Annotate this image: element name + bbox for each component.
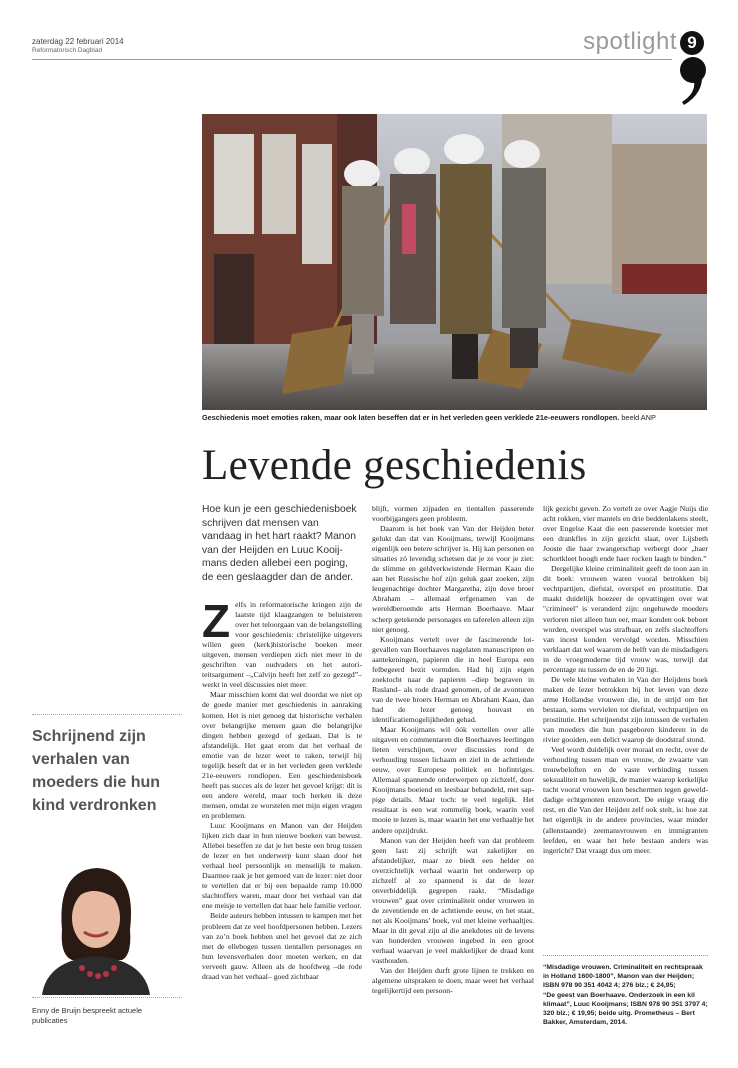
paragraph: Van der Heijden durft grote lijnen te trekken en algemene uitspraken te doen, maar weet het verhaal tegelijkertijd een persoon- — [372, 966, 534, 996]
paragraph: Maar Kooijmans wil óók vertellen over alle uitgaven en commentaren die Boerhaaves leerlingen lieten verschijnen, over discussies rond de verhouding tussen lichaam en ziel in de achttiende eeuw, over Europese politiek en hofintriges. Allemaal spannende onderwerpen op zichzelf, door Kooijmans boeiend en leesbaar behandeld, met sappige details. Maar toch: te veel tegelijk. Het resultaat is een wat rommelig boek, waarin veel mooie te lezen is, maar waarin het ene verhaaltje het andere opzijdrukt. — [372, 725, 534, 835]
article-column-3 — [543, 504, 708, 856]
pullquote-rule — [32, 714, 182, 715]
dropcap: Z — [202, 595, 231, 647]
book-info — [543, 963, 708, 1027]
reviewer-avatar — [32, 860, 157, 995]
photo-caption — [202, 413, 707, 422]
paragraph: Daarom is het boek van Van der Heijden beter gelukt dan dat van Kooijmans, terwijl Kooijmans eigenlijk een betere schrijver is. Hij kan personen en situaties zó levendig schetsen dat je ze voor je ziet: de slimme en geldverkwistende Herman Kaau die aan het Russische hof zijn geluk gaat zoeken, zijn leugenachtige dochter Margaretha, zijn dove broer Abraham – allemaal erfgenamen van de wereldberoemde arts Herman Boerhaave. Maar scherp getekende personages en taferelen alleen zijn niet genoeg. — [372, 524, 534, 634]
spotlight-comma-icon — [678, 55, 708, 107]
paragraph: Beide auteurs hebben intussen te kampen met het probleem dat ze veel hoofdpersonen hebben. Lezers van zo’n boek hebben snel het gevoel dat ze zich met de ellebogen tussen tientallen personages en hun levensverhalen door moeten werken, en dat verveelt gauw. Alleen als de hoofdweg –de rode draad van het verhaal– goed zichtbaar — [202, 911, 362, 981]
main-photo — [202, 114, 707, 410]
paragraph: Veel wordt duidelijk over moraal en recht, over de verhouding tussen man en vrouw, de zwaarte van trouwbeloften en de vaste verbinding tussen seksualiteit en huwelijk, de manier waarop kerkelijke tucht vooral vrouwen kon beschermen tegen gewelddadige echtgenoten enzovoort. De enige vraag die rest, en die Van der Heijden zelf ook stelt, is: hoe zat het eigenlijk in de andere provincies, waar minder (allenstaande) zeemansvrouwen en immigranten leefden, en waar het hele bestaan anders was ingericht? Dat vraagt dus om meer. — [543, 745, 708, 855]
header-rule — [32, 59, 672, 60]
paragraph: Dergelijke kleine criminaliteit geeft de toon aan in dit boek: vrouwen waren vooral betrokken bij vechtpartijen, diefstal, overspel en prostitutie. Dat maakt duidelijk hoezeer de opvattingen over wat "crimineel" is veranderd zijn: ongehuwde moeders verloren niet alleen hun eer, maar konden ook beboet worden, overspel was strafbaar, en zelfs slachtoffers van incest konden vervolgd worden. Misschien verklaart dat wel waarom de helft van de misdadigers in de vroegmoderne tijd vrouw was, terwijl dat percentage nu tussen de en de 20 ligt. — [543, 564, 708, 674]
photo-credit: beeld ANP — [621, 413, 656, 422]
reviewer-caption: Enny de Bruijn bespreekt actuele publicaties — [32, 1006, 143, 1025]
paragraph: De vele kleine verhalen in Van der Heijdens boek maken de lezer betrokken bij het leven van deze arme Hollandse vrouwen die, in de strijd om het bestaan, soms vervielen tot diefstal, vechtpartijen en prostitutie. Het schrijnendst zijn intussen de verhalen van moeders die hun pasgeboren kinderen in de rivier gooiden, een delict waarop de doodstraf stond. — [543, 674, 708, 745]
pullquote: Schrijnend zijn verhalen van moeders die hun kind verdronken — [32, 728, 161, 814]
reviewer-portrait — [32, 860, 157, 995]
paragraph: blijft, vormen zijpaden en tientallen passerende voorbijgangers geen probleem. — [372, 504, 534, 524]
headline: Levende geschiedenis — [202, 442, 587, 489]
paragraph: Maar misschien komt dat wel doordat we niet op de goede manier met geschiedenis in aanraking komen. Het is niet genoeg dat historische verhalen over belangrijke mensen gaan die belangrijke dingen hebben gezegd of gedaan. Dat is te afstandelijk. Het gaat erom dat het verhaal de emotie van de lezer weet te raken, terwijl hij tegelijk beseft dat er in het verleden geen verklede 21e-eeuwers rondlopen. Een geschiedenisboek heeft pas succes als de lezer het gevoel krijgt: dit is een andere wereld, maar toch herken ik deze mensen, omdat ze worstelen met mijn eigen vragen en problemen. — [202, 690, 362, 820]
paragraph: Kooijmans vertelt over de fascinerende lotgevallen van Boerhaaves nagelaten manuscripten en aantekeningen, papieren die in heel Europa een felbegeerd bezit vormden. Had hij zijn eigen zoektocht naar de papieren –diep begraven in Rusland– als rode draad genomen, of de avonturen van de twee broers Herman en Abraham Kaau, dan had de lezer genoeg houvast en identificatiemogelijkheden gehad. — [372, 634, 534, 724]
paragraph: Luuc Kooijmans en Manon van der Heijden lijken zich daar in hun nieuwe boeken van bewust. Allebei beseffen ze dat je het beste een brug tussen de lezer en het onderwerp kunt slaan door het verhaal heel persoonlijk en menselijk te maken. Daarmee raak je het gemoed van de lezer: niet door te vertellen dat er bij een bepaalde ramp 10.000 slachtoffers waren, maar door het verhaal van dat ene meisje te vertellen dat haar hele familie verloor. — [202, 821, 362, 911]
book-entry: “Misdadige vrouwen. Criminaliteit en rechtspraak in Holland 1600-1800”, Manon van der Heijden; ISBN 978 90 351 4042 4; 276 blz.; € 24,95; — [543, 964, 703, 990]
book-info-rule — [543, 955, 708, 956]
paragraph: elfs in reformatorische kringen zijn de laatste tijd klaagzangen te beluisteren over het teloorgaan van de belangstelling voor geschiedenis: christelijke uitgevers willen geen (kerk)historische boeken meer uitgeven, mensen verdiepen zich niet meer in de geschriften van oudvaders en het autoriteitsargument –„Calvijn heeft het zelf zo gezegd”– werkt in veel discussies niet meer. — [202, 600, 362, 690]
paragraph: lijk gezicht geven. Zo vertelt ze over Aagje Nuijs die acht rokken, vier mantels en drie beddenlakens steelt, over Engelse Kaat die een passerende koetsier met een drankfles in zijn gezicht slaat, over Lijsbeth Jooste die haar zwangerschap verbergt door „haer schortkleet hoogh ende haer rocken laagh te binden.” — [543, 504, 708, 564]
article-column-2 — [372, 504, 534, 996]
article-column-1 — [202, 595, 362, 982]
header-date: zaterdag 22 februari 2014 — [32, 37, 124, 46]
photo-illustration — [202, 114, 707, 410]
caption-text: Geschiedenis moet emoties raken, maar ook laten beseffen dat er in het verleden geen verklede 21e-eeuwers rondlopen. — [202, 413, 620, 422]
header-paper-name: Reformatorisch Dagblad — [32, 47, 103, 54]
page-number: 9 — [680, 31, 704, 55]
avatar-rule — [32, 997, 182, 998]
paragraph: Manon van der Heijden heeft van dat probleem geen last: zij schrijft wat zakelijker en afstandelijker, maar ze biedt een helder en overzichtelijk verhaal waarin het onderwerp op zichzelf al zo spannend is dat de lezer onverbiddelijk gegrepen raakt. “Misdadige vrouwen” gaat over criminaliteit onder vrouwen in de zeventiende en de achttiende eeuw, en het staat, net als Kooijmans’ boek, vol met kleine verhaaltjes. Maar in dit geval zijn al die anekdotes uit de levens van honderden vrouwen ingebed in een groot verhaal waarvan je veel makkelijker de draad kunt vasthouden. — [372, 835, 534, 966]
intro-text: Hoe kun je een geschiedenisboek schrijven dat mensen van vandaag in het hart raakt? Manon van der Heijden en Luuc Kooijmans deden allebei een poging, de een geslaagder dan de ander. — [202, 504, 357, 583]
section-title: spotlight — [583, 28, 677, 55]
book-entry: “De geest van Boerhaave. Onderzoek in een kil klimaat”, Luuc Kooijmans; ISBN 978 90 351 3797 4; 320 blz.; € 19,95; beide uitg. Prometheus – Bert Bakker, Amsterdam, 2014. — [543, 991, 708, 1027]
